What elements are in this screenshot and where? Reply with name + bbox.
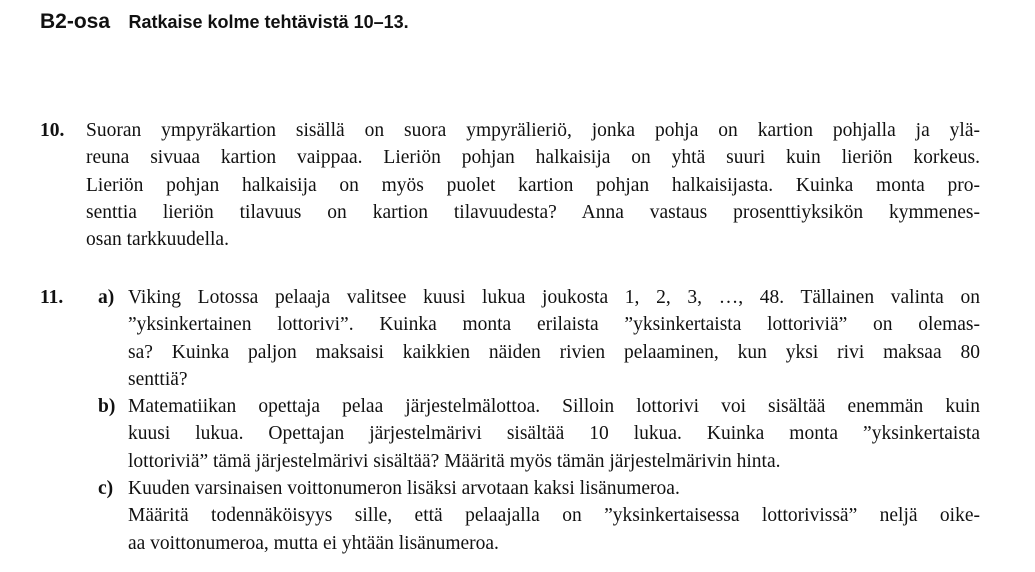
problem-text bbox=[86, 117, 980, 253]
part-text-line: lottoriviä” tämä järjestelmärivi sisältää? Määritä myös tämän järjestelmärivin hinta. bbox=[128, 450, 781, 472]
problem-part-b bbox=[98, 393, 980, 475]
part-text-line: Matematiikan opettaja pelaa järjestelmälottoa. Silloin lottorivi voi sisältää enemmän kuin bbox=[128, 396, 980, 418]
part-text-line: aa voittonumeroa, mutta ei yhtään lisänumeroa. bbox=[128, 532, 499, 554]
part-label: c) bbox=[98, 478, 114, 500]
problem-part-c bbox=[98, 475, 980, 557]
part-text-line: Määritä todennäköisyys sille, että pelaajalla on ”yksinkertaisessa lottorivissä” neljä oike- bbox=[128, 505, 980, 527]
problem-number: 10. bbox=[40, 120, 65, 141]
problem-parts bbox=[86, 284, 980, 557]
part-text-line: kuusi lukua. Opettajan järjestelmärivi sisältää 10 lukua. Kuinka monta ”yksinkertaista bbox=[128, 423, 980, 445]
section-title: B2-osa bbox=[40, 10, 111, 33]
problem-number: 11. bbox=[40, 287, 64, 308]
part-text-line: ”yksinkertainen lottorivi”. Kuinka monta erilaista ”yksinkertaista lottoriviä” on olemas- bbox=[128, 314, 980, 336]
part-text-line: sa? Kuinka paljon maksaisi kaikkien näiden rivien pelaaminen, kun yksi rivi maksaa 80 bbox=[128, 341, 980, 363]
problem-text-line: senttia lieriön tilavuus on kartion tilavuudesta? Anna vastaus prosenttiyksikön kymmenes- bbox=[86, 201, 980, 223]
problem-text-line: reuna sivuaa kartion vaippaa. Lieriön pohjan halkaisija on yhtä suuri kuin lieriön korkeus. bbox=[86, 147, 980, 169]
section-instruction: Ratkaise kolme tehtävistä 10–13. bbox=[128, 12, 409, 32]
problem-part-a bbox=[98, 284, 980, 393]
part-text-line: Viking Lotossa pelaaja valitsee kuusi lukua joukosta 1, 2, 3, …, 48. Tällainen valinta on bbox=[128, 287, 980, 308]
section-header bbox=[40, 10, 409, 34]
part-label: a) bbox=[98, 287, 115, 308]
problem-10 bbox=[40, 117, 980, 253]
problem-11 bbox=[40, 284, 980, 557]
problem-text-line: Lieriön pohjan halkaisija on myös puolet kartion pohjan halkaisijasta. Kuinka monta pro- bbox=[86, 174, 980, 196]
problem-text-line: Suoran ympyräkartion sisällä on suora ympyrälieriö, jonka pohja on kartion pohjalla ja ylä- bbox=[86, 120, 980, 141]
part-label: b) bbox=[98, 396, 116, 418]
part-text-line: Kuuden varsinaisen voittonumeron lisäksi arvotaan kaksi lisänumeroa. bbox=[128, 478, 680, 500]
part-text-line: senttiä? bbox=[128, 368, 188, 390]
problem-text-line: osan tarkkuudella. bbox=[86, 229, 229, 251]
